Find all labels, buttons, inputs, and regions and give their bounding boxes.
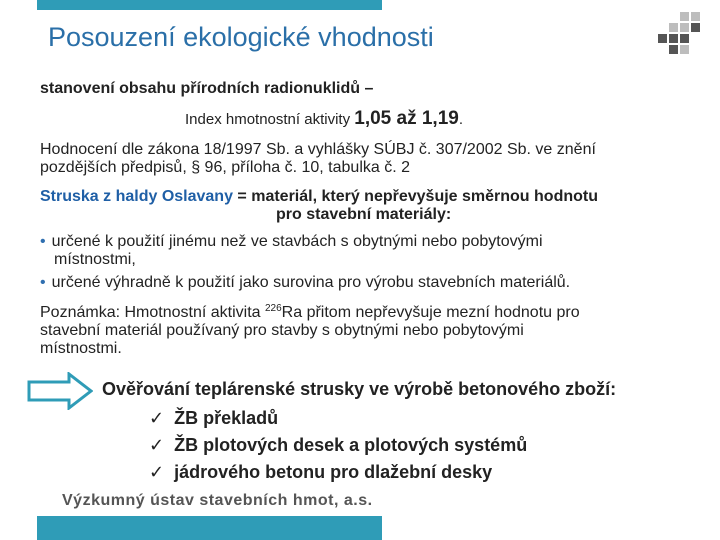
index-line [185, 110, 463, 129]
index-label: Index hmotnostní aktivity [185, 111, 351, 128]
index-suffix: . [458, 111, 464, 128]
slag-name: Struska z haldy Oslavany [40, 188, 233, 205]
note-line-1 [40, 304, 580, 324]
evaluation-line-1: Hodnocení dle zákona 18/1997 Sb. a vyhlášky SÚBJ č. 307/2002 Sb. ve znění [40, 141, 596, 158]
bullet-item [40, 274, 570, 292]
list-item-text: jádrového betonu pro dlažební desky [174, 462, 493, 482]
right-arrow-icon [27, 372, 93, 410]
top-accent-band [37, 0, 382, 10]
bullet-text: určené k použití jinému než ve stavbách s obytnými nebo pobytovými [51, 233, 543, 250]
evaluation-line-2: pozdějších předpisů, § 96, příloha č. 10, tabulka č. 2 [40, 159, 411, 176]
note-line-3: místnostmi. [40, 340, 122, 357]
bullet-icon: • [40, 274, 46, 291]
list-item-text: ŽB plotových desek a plotových systémů [174, 435, 528, 455]
page-title: Posouzení ekologické vhodnosti [48, 22, 434, 52]
subtitle: stanovení obsahu přírodních radionuklidů – [40, 80, 374, 97]
checkmark-icon: ✓ [149, 462, 165, 482]
footer-institute-name: Výzkumný ústav stavebních hmot, a.s. [62, 492, 373, 509]
isotope-mass-number: 226 [264, 303, 282, 314]
note-line-2: stavební materiál používaný pro stavby s obytnými nebo pobytovými [40, 322, 524, 339]
slag-statement-text: = materiál, který nepřevyšuje směrnou hodnotu [232, 188, 598, 205]
index-value: 1,05 až 1,19 [354, 108, 459, 129]
checkmark-icon: ✓ [149, 408, 165, 428]
list-item [149, 463, 492, 481]
verification-heading: Ověřování teplárenské strusky ve výrobě betonového zboží: [102, 379, 617, 399]
grid-logo-icon [658, 12, 702, 52]
bullet-item-continuation: místnostmi, [54, 251, 136, 268]
bottom-accent-band [37, 516, 382, 540]
isotope-symbol: Ra [281, 304, 303, 321]
list-item-text: ŽB překladů [174, 408, 279, 428]
checkmark-icon: ✓ [149, 435, 165, 455]
note-rest: přitom nepřevyšuje mezní hodnotu pro [302, 304, 580, 321]
bullet-text: určené výhradně k použití jako surovina pro výrobu stavebních materiálů. [51, 274, 571, 291]
note-prefix: Poznámka: Hmotnostní aktivita [40, 304, 265, 321]
bullet-item [40, 233, 543, 251]
bullet-icon: • [40, 233, 46, 250]
slag-statement [40, 188, 598, 206]
slag-statement-2: pro stavební materiály: [276, 206, 452, 223]
list-item [149, 409, 278, 427]
list-item [149, 436, 527, 454]
